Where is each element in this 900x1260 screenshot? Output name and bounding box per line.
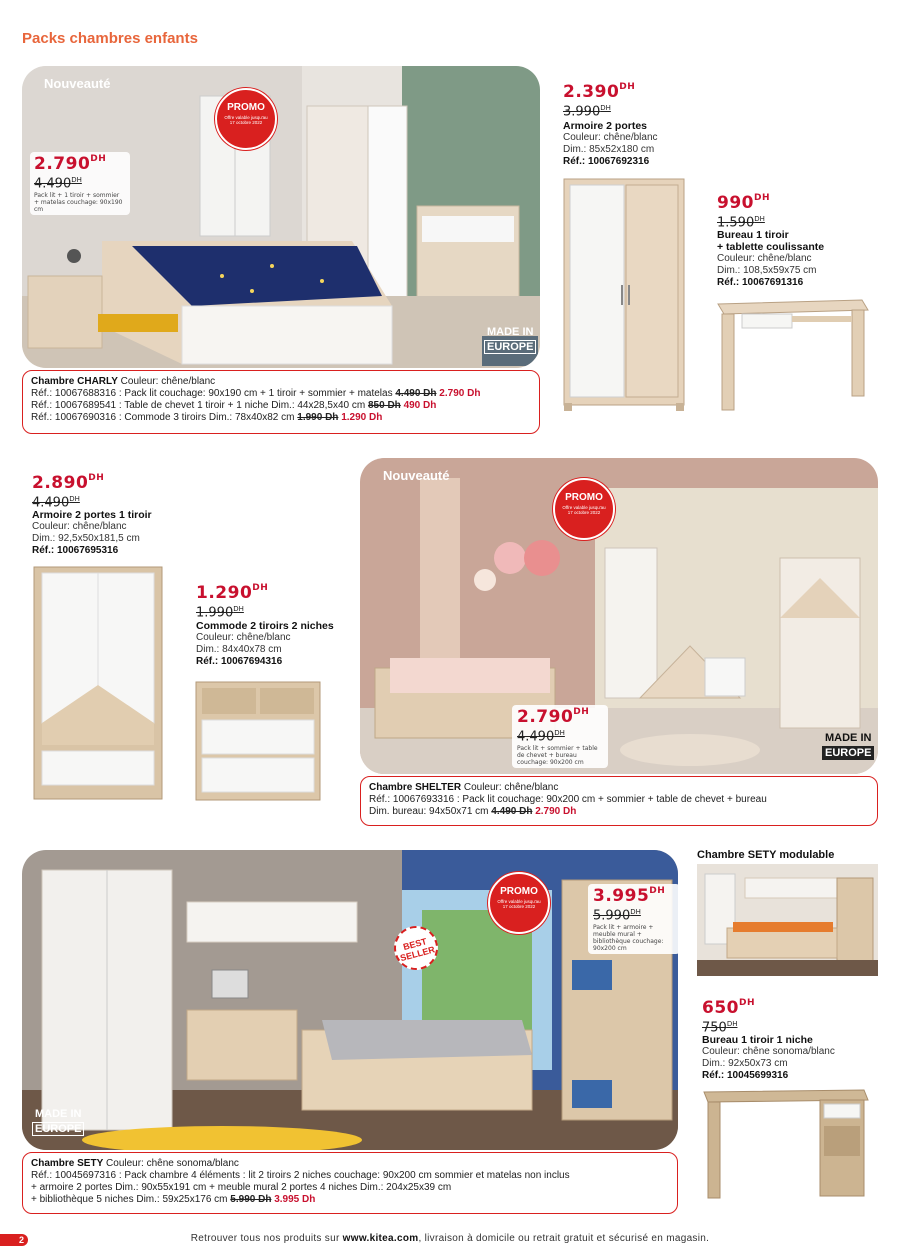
sety-price-tag <box>588 884 680 954</box>
charly-price-tag <box>30 152 130 215</box>
armoire2-dim: Dim.: 85x52x180 cm <box>563 144 655 155</box>
promo-label: PROMO <box>500 886 538 897</box>
shelter-price-old: $4.490^{DH}$ <box>517 729 565 745</box>
bureau-tablette-dim: Dim.: 108,5x59x75 cm <box>717 265 817 276</box>
armoire2-image <box>560 175 688 413</box>
shelter-info-box <box>360 776 878 826</box>
armoire-tiroir-ref: Réf.: 10067695316 <box>32 545 119 556</box>
armoire-tiroir-color: Couleur: chêne/blanc <box>32 521 127 532</box>
sety-line-2: + armoire 2 portes Dim.: 90x55x191 cm + meuble mural 2 portes 4 niches Dim.: 204x25x39 cm <box>31 1182 452 1193</box>
promo-validity: Offre valable jusqu'au 17 octobre 2022 <box>562 505 606 515</box>
europe-label: EUROPE <box>822 746 874 760</box>
shelter-room-illustration <box>360 458 878 774</box>
sety-room-illustration <box>22 850 678 1150</box>
sety-color: Couleur: chêne sonoma/blanc <box>106 1158 239 1169</box>
bureau-tablette-price-now: $990^{DH}$ <box>717 193 771 213</box>
sety-modulable-image <box>697 864 878 976</box>
armoire-tiroir-price-tag <box>32 473 104 509</box>
bureau-niche-price-tag <box>702 998 755 1034</box>
shelter-line-2: Dim. bureau: 94x50x71 cm 4.490 Dh 2.790 Dh <box>369 806 577 817</box>
bureau-tablette-color: Couleur: chêne/blanc <box>717 253 812 264</box>
armoire2-name: Armoire 2 portes <box>563 120 648 132</box>
armoire2-price-tag <box>563 82 635 118</box>
armoire2-price-now: $2.390^{DH}$ <box>563 82 636 102</box>
sety-modulable-title-wrap <box>697 849 834 861</box>
website-link[interactable]: www.kitea.com <box>342 1233 419 1244</box>
made-in-label: MADE IN <box>487 326 534 338</box>
shelter-room-photo <box>360 458 878 774</box>
bureau-tablette-name: Bureau 1 tiroir <box>717 229 789 241</box>
armoire2-ref: Réf.: 10067692316 <box>563 156 650 167</box>
promo-validity: Offre valable jusqu'au 17 octobre 2022 <box>497 899 541 909</box>
commode-color: Couleur: chêne/blanc <box>196 632 291 643</box>
charly-pack-note: Pack lit + 1 tiroir + sommier + matelas couchage: 90x190 cm <box>34 192 123 214</box>
best-seller-badge: BEST SELLER <box>389 921 443 975</box>
promo-label: PROMO <box>227 102 265 113</box>
commode-dim: Dim.: 84x40x78 cm <box>196 644 282 655</box>
shelter-pack-note: Pack lit + sommier + table de chevet + bureau couchage: 90x200 cm <box>517 745 598 767</box>
armoire-tiroir-price-now: $2.890^{DH}$ <box>32 473 105 493</box>
europe-label: EUROPE <box>484 340 536 354</box>
shelter-line-1: Réf.: 10067693316 : Pack lit couchage: 90x200 cm + sommier + table de chevet + bureau <box>369 794 767 805</box>
page-number: 2 <box>0 1234 28 1246</box>
charly-price-now: $2.790^{DH}$ <box>34 154 107 174</box>
bureau-niche-image <box>700 1086 870 1204</box>
charly-room-illustration <box>22 66 540 368</box>
commode-price-old: $1.990^{DH}$ <box>196 605 244 621</box>
sety-line-1: Réf.: 10045697316 : Pack chambre 4 éléments : lit 2 tiroirs 2 niches couchage: 90x200 cm sommier et matelas non inclus <box>31 1170 570 1181</box>
shelter-price-tag <box>512 705 608 768</box>
sety-price-now: $3.995^{DH}$ <box>593 886 666 906</box>
charly-line-1: Réf.: 10067688316 : Pack lit couchage: 90x190 cm + 1 tiroir + sommier + matelas 4.490 Dh 2.790 Dh <box>31 388 481 399</box>
bureau-niche-dim: Dim.: 92x50x73 cm <box>702 1058 788 1069</box>
armoire-tiroir-image <box>30 565 166 807</box>
promo-label: PROMO <box>565 492 603 503</box>
charly-info-box <box>22 370 540 434</box>
charly-room-photo <box>22 66 540 368</box>
bureau-tablette-ref: Réf.: 10067691316 <box>717 277 804 288</box>
commode-price-tag <box>196 583 268 619</box>
bureau-niche-price-old: $750^{DH}$ <box>702 1020 738 1036</box>
bureau-niche-info <box>702 1034 835 1082</box>
bureau-tablette-price-tag <box>717 193 770 229</box>
shelter-name: Chambre SHELTER <box>369 782 462 793</box>
bureau-niche-color: Couleur: chêne sonoma/blanc <box>702 1046 835 1057</box>
bureau-niche-ref: Réf.: 10045699316 <box>702 1070 789 1081</box>
made-in-europe-badge <box>32 1108 84 1136</box>
sety-modulable-title: Chambre SETY modulable <box>697 849 835 861</box>
commode-ref: Réf.: 10067694316 <box>196 656 283 667</box>
armoire-tiroir-price-old: $4.490^{DH}$ <box>32 495 80 511</box>
shelter-price-now: $2.790^{DH}$ <box>517 707 590 727</box>
bureau-niche-price-now: $650^{DH}$ <box>702 998 756 1018</box>
armoire-tiroir-dim: Dim.: 92,5x50x181,5 cm <box>32 533 140 544</box>
made-in-europe-badge <box>484 326 536 354</box>
bureau-tablette-price-old: $1.590^{DH}$ <box>717 215 765 231</box>
europe-label: EUROPE <box>32 1122 84 1136</box>
shelter-color: Couleur: chêne/blanc <box>463 782 559 793</box>
sety-pack-note: Pack lit + armoire + meuble mural + bibliothèque couchage: 90x200 cm <box>593 924 664 953</box>
commode-name: Commode 2 tiroirs 2 niches <box>196 620 334 632</box>
charly-line-3: Réf.: 10067690316 : Commode 3 tiroirs Dim.: 78x40x82 cm 1.990 Dh 1.290 Dh <box>31 412 383 423</box>
charly-line-2: Réf.: 10067689541 : Table de chevet 1 tiroir + 1 niche Dim.: 44x28,5x40 cm 850 Dh 490 Dh <box>31 400 437 411</box>
sety-price-old: $5.990^{DH}$ <box>593 908 641 924</box>
made-in-label: MADE IN <box>825 732 872 744</box>
bureau-tablette-name-2: + tablette coulissante <box>717 241 825 253</box>
bureau-tablette-image <box>712 296 872 416</box>
bureau-niche-name: Bureau 1 tiroir 1 niche <box>702 1034 813 1046</box>
charly-color: Couleur: chêne/blanc <box>120 376 216 387</box>
armoire-tiroir-info <box>32 509 152 557</box>
new-badge: Nouveauté <box>383 468 450 483</box>
promo-badge <box>215 88 277 150</box>
promo-badge <box>553 478 615 540</box>
sety-name: Chambre SETY <box>31 1158 104 1169</box>
commode-info <box>196 620 334 668</box>
charly-price-old: $4.490^{DH}$ <box>34 176 82 192</box>
sety-line-3: + bibliothèque 5 niches Dim.: 59x25x176 cm 5.990 Dh 3.995 Dh <box>31 1194 316 1205</box>
sety-room-photo <box>22 850 678 1150</box>
commode-price-now: $1.290^{DH}$ <box>196 583 269 603</box>
made-in-label: MADE IN <box>35 1108 82 1120</box>
page-title: Packs chambres enfants <box>22 30 198 47</box>
footer-text: Retrouver tous nos produits sur www.kitea.com, livraison à domicile ou retrait gratuit et sécurisé en magasin. <box>190 1233 710 1244</box>
charly-name: Chambre CHARLY <box>31 376 118 387</box>
armoire2-color: Couleur: chêne/blanc <box>563 132 658 143</box>
armoire-tiroir-name: Armoire 2 portes 1 tiroir <box>32 509 152 521</box>
made-in-europe-badge <box>822 732 874 760</box>
bureau-tablette-info <box>717 229 824 289</box>
sety-info-box <box>22 1152 678 1214</box>
armoire2-info <box>563 120 658 168</box>
promo-validity: Offre valable jusqu'au 17 octobre 2022 <box>224 115 268 125</box>
armoire2-price-old: $3.990^{DH}$ <box>563 104 611 120</box>
promo-badge <box>488 872 550 934</box>
commode-image <box>192 680 324 806</box>
new-badge: Nouveauté <box>44 76 111 91</box>
